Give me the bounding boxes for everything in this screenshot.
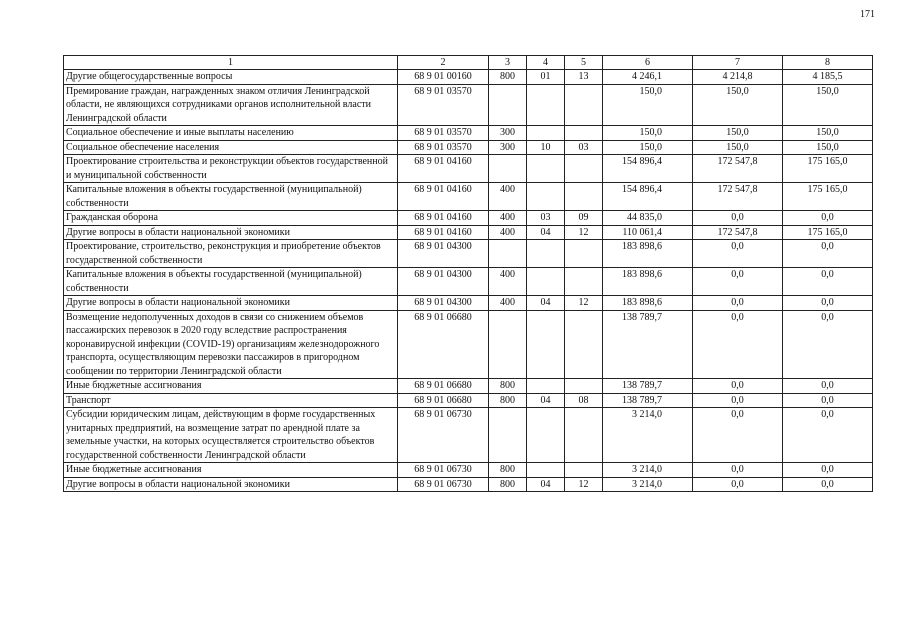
row-name-cell: Другие общегосударственные вопросы — [64, 70, 398, 85]
row-pr-cell — [565, 240, 603, 268]
table-row — [64, 240, 873, 268]
row-name-cell: Другие вопросы в области национальной экономики — [64, 296, 398, 311]
row-vr-cell: 400 — [489, 183, 527, 211]
table-row — [64, 408, 873, 463]
row-code-cell: 68 9 01 04160 — [398, 155, 489, 183]
row-code-cell: 68 9 01 06730 — [398, 477, 489, 492]
table-row — [64, 126, 873, 141]
header-cell: 4 — [527, 56, 565, 70]
row-pr-cell — [565, 379, 603, 394]
row-rz-cell — [527, 310, 565, 379]
row-rz-cell: 04 — [527, 296, 565, 311]
row-amount-cell: 172 547,8 — [693, 225, 783, 240]
row-code-cell: 68 9 01 04160 — [398, 183, 489, 211]
row-pr-cell — [565, 84, 603, 126]
table-row — [64, 463, 873, 478]
row-name-cell: Транспорт — [64, 393, 398, 408]
table-row — [64, 393, 873, 408]
header-cell: 6 — [603, 56, 693, 70]
row-code-cell: 68 9 01 06680 — [398, 310, 489, 379]
row-pr-cell: 09 — [565, 211, 603, 226]
table-header-row — [64, 56, 873, 70]
row-amount-cell: 0,0 — [783, 296, 873, 311]
row-code-cell: 68 9 01 04160 — [398, 211, 489, 226]
row-pr-cell — [565, 183, 603, 211]
row-amount-cell: 150,0 — [783, 140, 873, 155]
row-vr-cell — [489, 84, 527, 126]
row-amount-cell: 3 214,0 — [603, 408, 693, 463]
row-code-cell: 68 9 01 03570 — [398, 84, 489, 126]
table-row — [64, 155, 873, 183]
row-rz-cell: 04 — [527, 477, 565, 492]
row-amount-cell: 110 061,4 — [603, 225, 693, 240]
budget-table — [63, 55, 873, 492]
row-amount-cell: 0,0 — [693, 477, 783, 492]
row-code-cell: 68 9 01 06730 — [398, 408, 489, 463]
row-vr-cell — [489, 155, 527, 183]
row-name-cell: Социальное обеспечение и иные выплаты населению — [64, 126, 398, 141]
row-vr-cell — [489, 408, 527, 463]
row-amount-cell: 150,0 — [693, 126, 783, 141]
row-pr-cell — [565, 310, 603, 379]
row-rz-cell — [527, 408, 565, 463]
table-row — [64, 477, 873, 492]
row-amount-cell: 172 547,8 — [693, 155, 783, 183]
row-vr-cell: 800 — [489, 477, 527, 492]
row-amount-cell: 4 185,5 — [783, 70, 873, 85]
row-amount-cell: 0,0 — [783, 268, 873, 296]
row-rz-cell: 04 — [527, 393, 565, 408]
row-amount-cell: 138 789,7 — [603, 379, 693, 394]
row-rz-cell — [527, 463, 565, 478]
row-code-cell: 68 9 01 04300 — [398, 268, 489, 296]
row-amount-cell: 0,0 — [783, 393, 873, 408]
row-vr-cell: 400 — [489, 268, 527, 296]
row-amount-cell: 0,0 — [783, 408, 873, 463]
row-rz-cell — [527, 183, 565, 211]
row-pr-cell — [565, 408, 603, 463]
row-code-cell: 68 9 01 06680 — [398, 393, 489, 408]
row-amount-cell: 150,0 — [603, 126, 693, 141]
row-vr-cell — [489, 310, 527, 379]
row-amount-cell: 150,0 — [783, 84, 873, 126]
row-amount-cell: 3 214,0 — [603, 463, 693, 478]
row-pr-cell: 13 — [565, 70, 603, 85]
table-row — [64, 183, 873, 211]
row-name-cell: Другие вопросы в области национальной экономики — [64, 225, 398, 240]
row-code-cell: 68 9 01 04300 — [398, 296, 489, 311]
row-amount-cell: 150,0 — [603, 140, 693, 155]
header-cell: 3 — [489, 56, 527, 70]
row-rz-cell — [527, 126, 565, 141]
row-vr-cell — [489, 240, 527, 268]
row-code-cell: 68 9 01 03570 — [398, 126, 489, 141]
row-code-cell: 68 9 01 04160 — [398, 225, 489, 240]
header-cell: 5 — [565, 56, 603, 70]
row-amount-cell: 0,0 — [693, 296, 783, 311]
row-vr-cell: 800 — [489, 70, 527, 85]
row-amount-cell: 150,0 — [783, 126, 873, 141]
row-amount-cell: 154 896,4 — [603, 155, 693, 183]
table-row — [64, 310, 873, 379]
row-amount-cell: 3 214,0 — [603, 477, 693, 492]
row-vr-cell: 800 — [489, 393, 527, 408]
row-name-cell: Проектирование, строительство, реконструкция и приобретение объектов государственной собственности — [64, 240, 398, 268]
row-name-cell: Проектирование строительства и реконструкции объектов государственной и муниципальной собственности — [64, 155, 398, 183]
row-amount-cell: 4 214,8 — [693, 70, 783, 85]
row-amount-cell: 0,0 — [693, 268, 783, 296]
row-amount-cell: 138 789,7 — [603, 393, 693, 408]
row-vr-cell: 800 — [489, 463, 527, 478]
row-pr-cell: 12 — [565, 477, 603, 492]
row-pr-cell: 12 — [565, 296, 603, 311]
row-amount-cell: 150,0 — [693, 84, 783, 126]
row-amount-cell: 0,0 — [783, 379, 873, 394]
row-amount-cell: 172 547,8 — [693, 183, 783, 211]
row-amount-cell: 0,0 — [783, 463, 873, 478]
header-cell: 7 — [693, 56, 783, 70]
row-pr-cell — [565, 155, 603, 183]
row-amount-cell: 150,0 — [603, 84, 693, 126]
row-name-cell: Иные бюджетные ассигнования — [64, 463, 398, 478]
row-amount-cell: 0,0 — [783, 477, 873, 492]
row-rz-cell — [527, 379, 565, 394]
row-amount-cell: 183 898,6 — [603, 296, 693, 311]
row-pr-cell — [565, 463, 603, 478]
row-rz-cell: 04 — [527, 225, 565, 240]
header-cell: 8 — [783, 56, 873, 70]
row-name-cell: Субсидии юридическим лицам, действующим в форме государственных унитарных предприятий, на возмещение затрат по арендной плате за земельные участки, на которых осуществляется строительство объектов государственной собственности Ленинградской области — [64, 408, 398, 463]
row-vr-cell: 400 — [489, 225, 527, 240]
row-amount-cell: 138 789,7 — [603, 310, 693, 379]
row-rz-cell — [527, 240, 565, 268]
header-cell: 2 — [398, 56, 489, 70]
table-row — [64, 211, 873, 226]
row-amount-cell: 154 896,4 — [603, 183, 693, 211]
row-amount-cell: 0,0 — [693, 393, 783, 408]
row-amount-cell: 4 246,1 — [603, 70, 693, 85]
row-amount-cell: 0,0 — [693, 379, 783, 394]
row-amount-cell: 0,0 — [783, 310, 873, 379]
row-amount-cell: 0,0 — [693, 310, 783, 379]
table-row — [64, 84, 873, 126]
row-pr-cell: 12 — [565, 225, 603, 240]
row-rz-cell — [527, 84, 565, 126]
row-code-cell: 68 9 01 00160 — [398, 70, 489, 85]
row-rz-cell — [527, 268, 565, 296]
row-rz-cell: 01 — [527, 70, 565, 85]
table-row — [64, 268, 873, 296]
row-pr-cell: 08 — [565, 393, 603, 408]
header-cell: 1 — [64, 56, 398, 70]
table-row — [64, 140, 873, 155]
row-rz-cell: 03 — [527, 211, 565, 226]
row-amount-cell: 0,0 — [693, 408, 783, 463]
row-amount-cell: 175 165,0 — [783, 225, 873, 240]
row-pr-cell — [565, 268, 603, 296]
row-rz-cell — [527, 155, 565, 183]
row-code-cell: 68 9 01 06680 — [398, 379, 489, 394]
row-code-cell: 68 9 01 04300 — [398, 240, 489, 268]
row-amount-cell: 175 165,0 — [783, 183, 873, 211]
table-row — [64, 70, 873, 85]
row-name-cell: Другие вопросы в области национальной экономики — [64, 477, 398, 492]
row-name-cell: Капитальные вложения в объекты государственной (муниципальной) собственности — [64, 183, 398, 211]
row-pr-cell — [565, 126, 603, 141]
row-code-cell: 68 9 01 03570 — [398, 140, 489, 155]
table-row — [64, 225, 873, 240]
row-amount-cell: 175 165,0 — [783, 155, 873, 183]
row-vr-cell: 400 — [489, 211, 527, 226]
row-amount-cell: 183 898,6 — [603, 240, 693, 268]
row-name-cell: Премирование граждан, награжденных знаком отличия Ленинградской области, не являющихся сотрудниками органов исполнительной власти Ленинградской области — [64, 84, 398, 126]
table-row — [64, 296, 873, 311]
row-vr-cell: 800 — [489, 379, 527, 394]
row-amount-cell: 44 835,0 — [603, 211, 693, 226]
row-rz-cell: 10 — [527, 140, 565, 155]
row-vr-cell: 400 — [489, 296, 527, 311]
row-name-cell: Возмещение недополученных доходов в связи со снижением объемов пассажирских перевозок в 2020 году вследствие распространения коронавирусной инфекции (COVID-19) организациям железнодорожного транспорта, осуществляющим перевозки пассажиров в пригородном сообщении по территории Ленинградской области — [64, 310, 398, 379]
row-amount-cell: 150,0 — [693, 140, 783, 155]
row-vr-cell: 300 — [489, 140, 527, 155]
row-code-cell: 68 9 01 06730 — [398, 463, 489, 478]
row-amount-cell: 0,0 — [693, 211, 783, 226]
table-row — [64, 379, 873, 394]
row-amount-cell: 0,0 — [783, 240, 873, 268]
table-body — [64, 70, 873, 492]
row-vr-cell: 300 — [489, 126, 527, 141]
row-name-cell: Социальное обеспечение населения — [64, 140, 398, 155]
row-name-cell: Капитальные вложения в объекты государственной (муниципальной) собственности — [64, 268, 398, 296]
row-amount-cell: 183 898,6 — [603, 268, 693, 296]
page-number: 171 — [860, 9, 875, 20]
row-amount-cell: 0,0 — [783, 211, 873, 226]
row-name-cell: Иные бюджетные ассигнования — [64, 379, 398, 394]
row-amount-cell: 0,0 — [693, 240, 783, 268]
row-name-cell: Гражданская оборона — [64, 211, 398, 226]
row-pr-cell: 03 — [565, 140, 603, 155]
row-amount-cell: 0,0 — [693, 463, 783, 478]
